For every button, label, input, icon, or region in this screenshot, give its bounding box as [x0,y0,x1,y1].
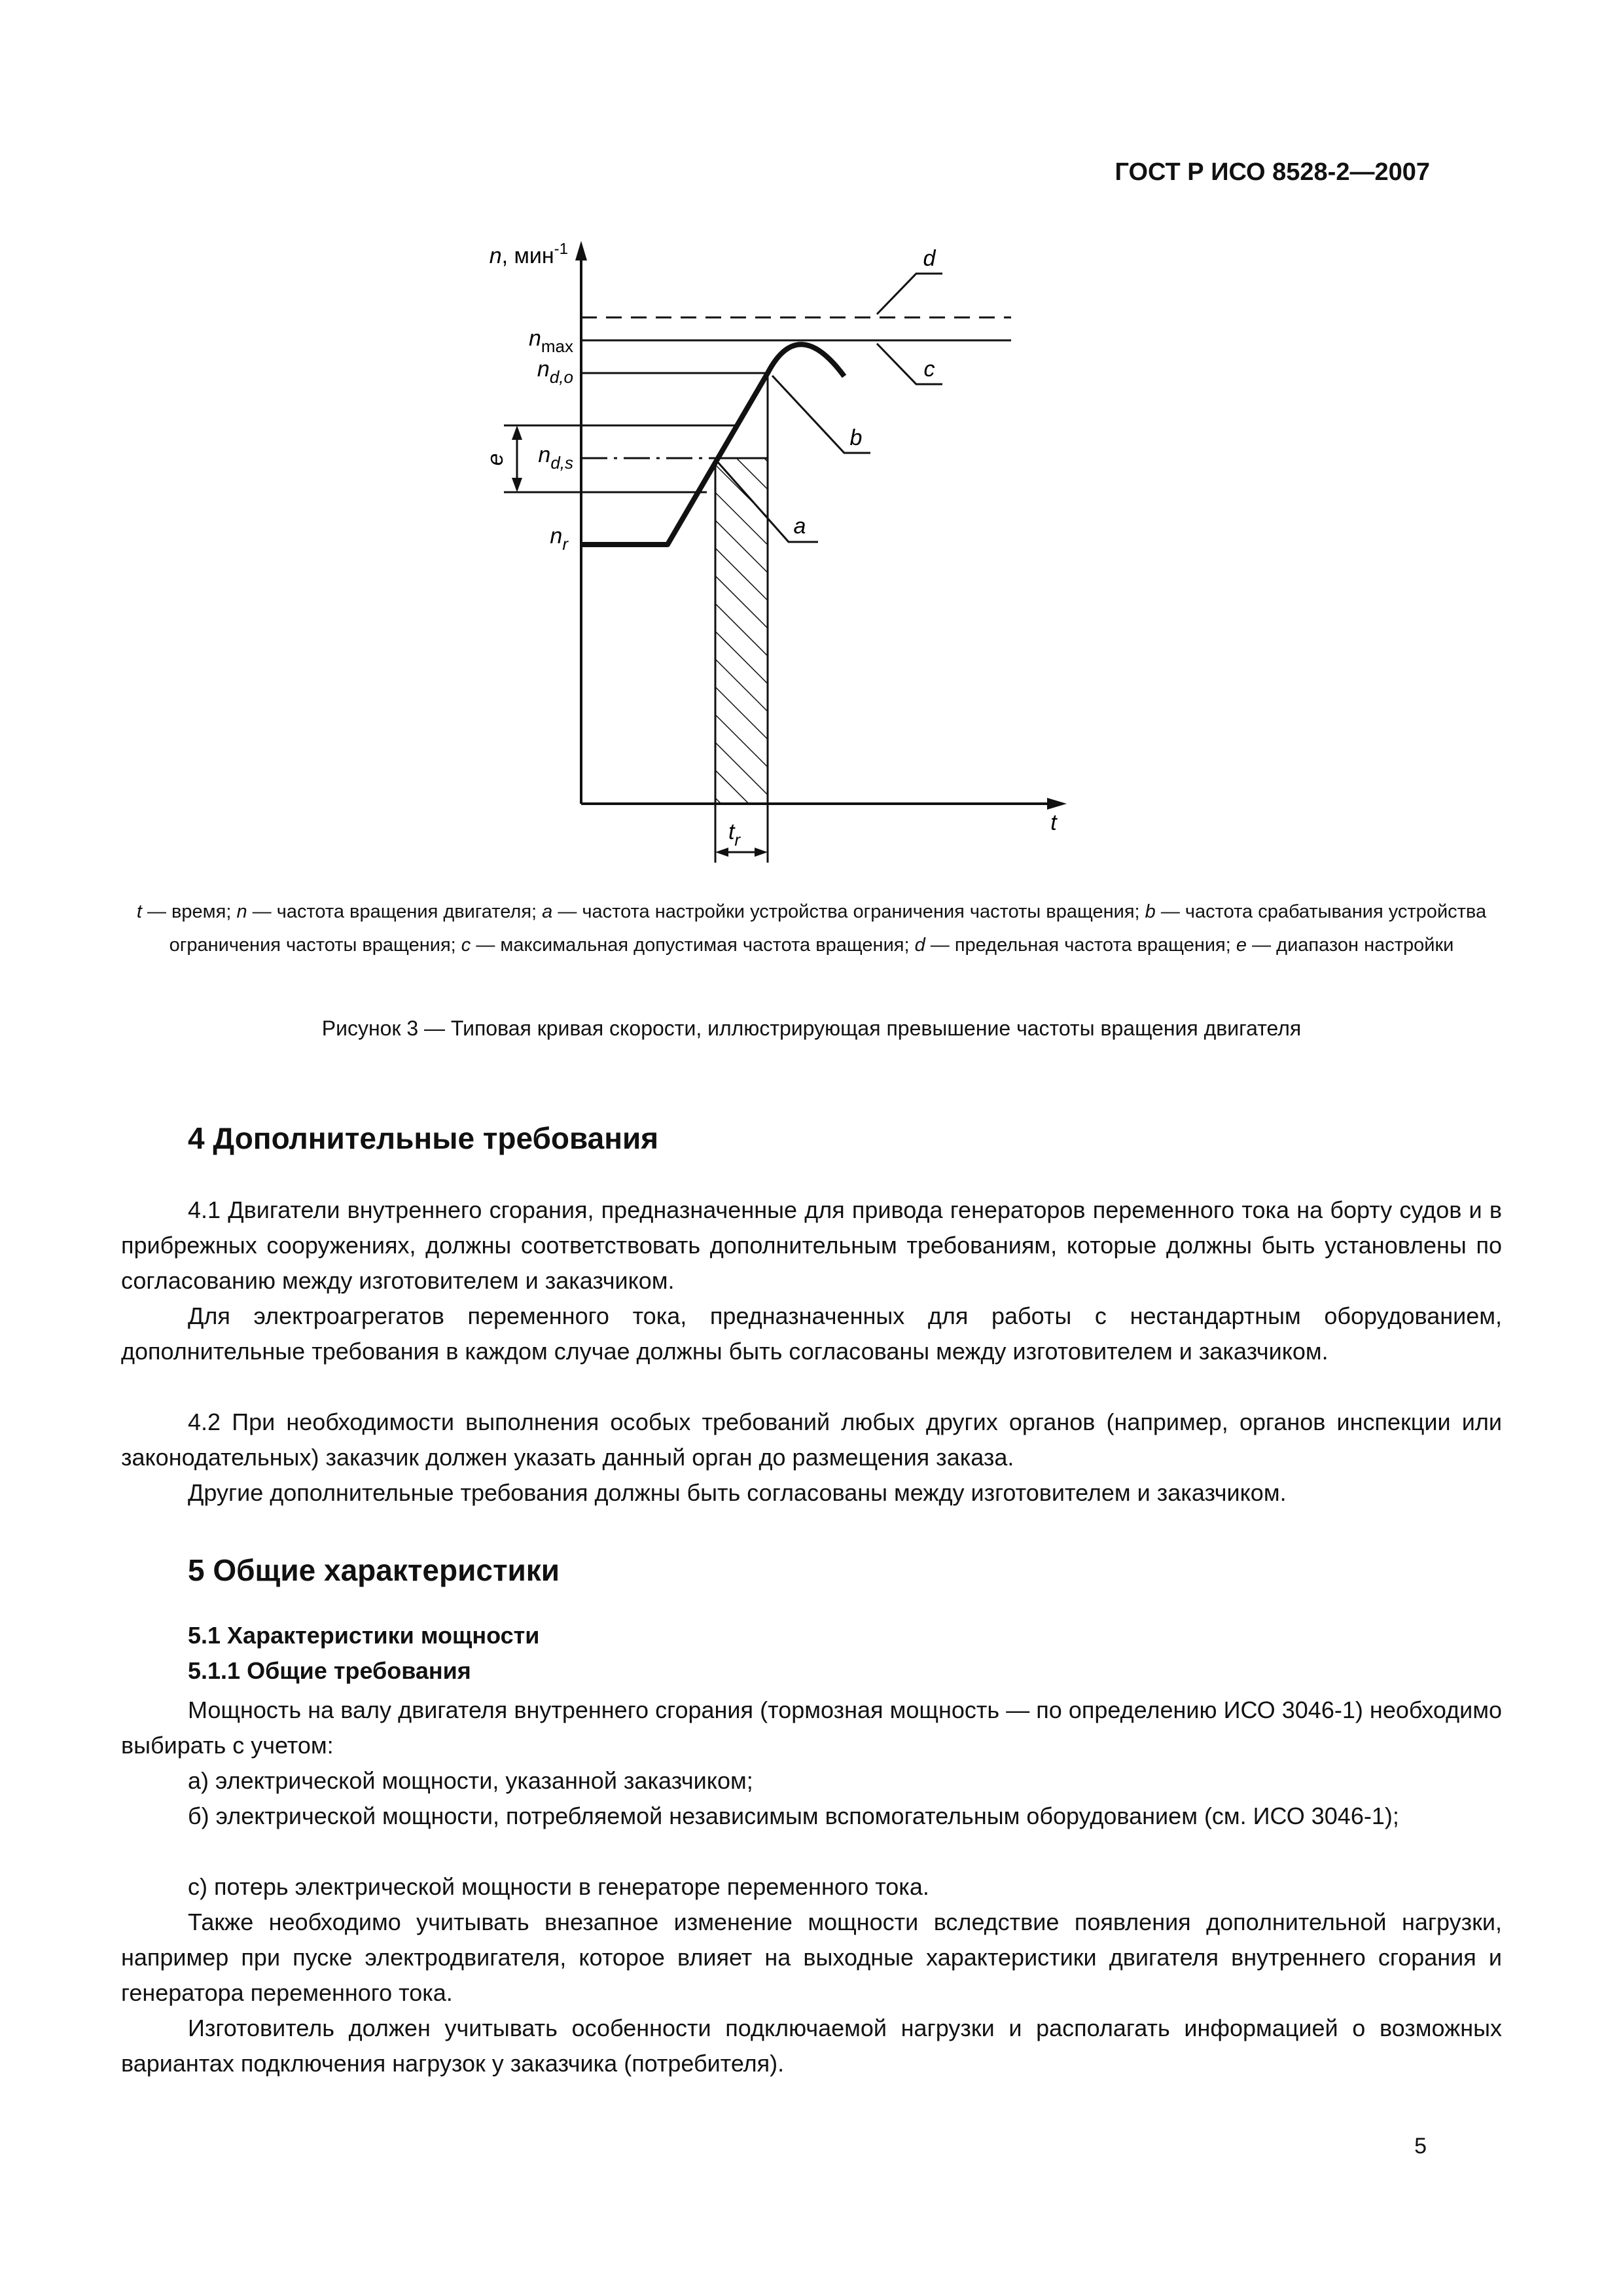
list-item-b: б) электрической мощности, потребляемой независимым вспомогательным оборудованием (см. ИСО 3046-1); [188,1803,1399,1829]
paragraph-4-2: 4.2 При необходимости выполнения особых требований любых других органов (например, органов инспекции или законодательных) заказчик должен указать данный орган до размещения заказа. [121,1408,1502,1471]
x-axis-arrow [1047,798,1067,810]
tr-label: $t_r$ [728,819,741,850]
n-r-label: $n_r$ [550,524,568,554]
paragraph-5-1-1-c: Изготовитель должен учитывать особенности подключаемой нагрузки и располагать информацией о возможных вариантах подключения нагрузок у заказчика (потребителя). [121,2015,1502,2077]
figure-legend: t — время; n — частота вращения двигателя; a — частота настройки устройства ограничения частоты вращения; b — частота срабатывания устройства ограничения частоты вращения; c — максимальная допустимая частота вращения; d — предельная частота вращения; e — диапазон настройки [136,901,1487,956]
paragraph-4-2-b: Другие дополнительные требования должны быть согласованы между изготовителем и заказчиком. [188,1479,1287,1506]
page-number: 5 [1414,2134,1427,2159]
section-5-heading: 5 Общие характеристики [188,1553,560,1587]
n-max-label: $n_{max}$ [528,326,573,356]
paragraph-4-1-b: Для электроагрегатов переменного тока, предназначенных для работы с нестандартным оборудованием, дополнительные требования в каждом случае должны быть согласованы между изготовителем и заказчиком. [121,1302,1502,1365]
subsection-5-1-heading: 5.1 Характеристики мощности [188,1622,540,1649]
e-arrow-bottom [512,478,522,492]
callout-b: b [849,425,863,450]
tr-arrow-right [755,848,768,857]
callout-d-leader [877,274,942,314]
callout-d: d [923,246,936,271]
callout-c: c [923,357,935,382]
figure-caption: Рисунок 3 — Типовая кривая скорости, иллюстрирующая превышение частоты вращения двигателя [321,1016,1302,1040]
x-axis-label: t [1050,810,1057,835]
document-code: ГОСТ Р ИСО 8528-2—2007 [1115,158,1430,186]
y-axis-arrow [575,241,587,260]
subsection-5-1-1-heading: 5.1.1 Общие требования [188,1657,471,1684]
paragraph-5-1-1-b: Также необходимо учитывать внезапное изменение мощности вследствие появления дополнительной нагрузки, например при пуске электродвигателя, которое влияет на выходные характеристики двигателя внутреннего сгорания и генератора переменного тока. [121,1909,1502,2006]
tr-arrow-left [715,848,728,857]
paragraph-5-1-1: Мощность на валу двигателя внутреннего сгорания (тормозная мощность — по определению ИСО 3046-1) необходимо выбирать с учетом: [121,1696,1502,1759]
speed-curve-figure [0,0,1623,884]
section-4-heading: 4 Дополнительные требования [188,1121,659,1155]
list-item-a: а) электрической мощности, указанной заказчиком; [188,1767,753,1794]
y-axis-label: n, мин$^{-1}$ [489,240,568,268]
nd-o-label: $n_{d,o}$ [537,357,573,387]
paragraph-4-1: 4.1 Двигатели внутреннего сгорания, предназначенные для привода генераторов переменного тока на борту судов и в прибрежных сооружениях, должны соответствовать дополнительным требованиям, которые должны быть установлены по согласованию между изготовителем и заказчиком. [121,1196,1502,1294]
nd-s-label: $n_{d,s}$ [538,442,573,473]
e-arrow-top [512,425,522,440]
callout-a: a [793,514,806,539]
list-item-c: с) потерь электрической мощности в генераторе переменного тока. [188,1873,929,1900]
e-label: e [483,453,508,466]
